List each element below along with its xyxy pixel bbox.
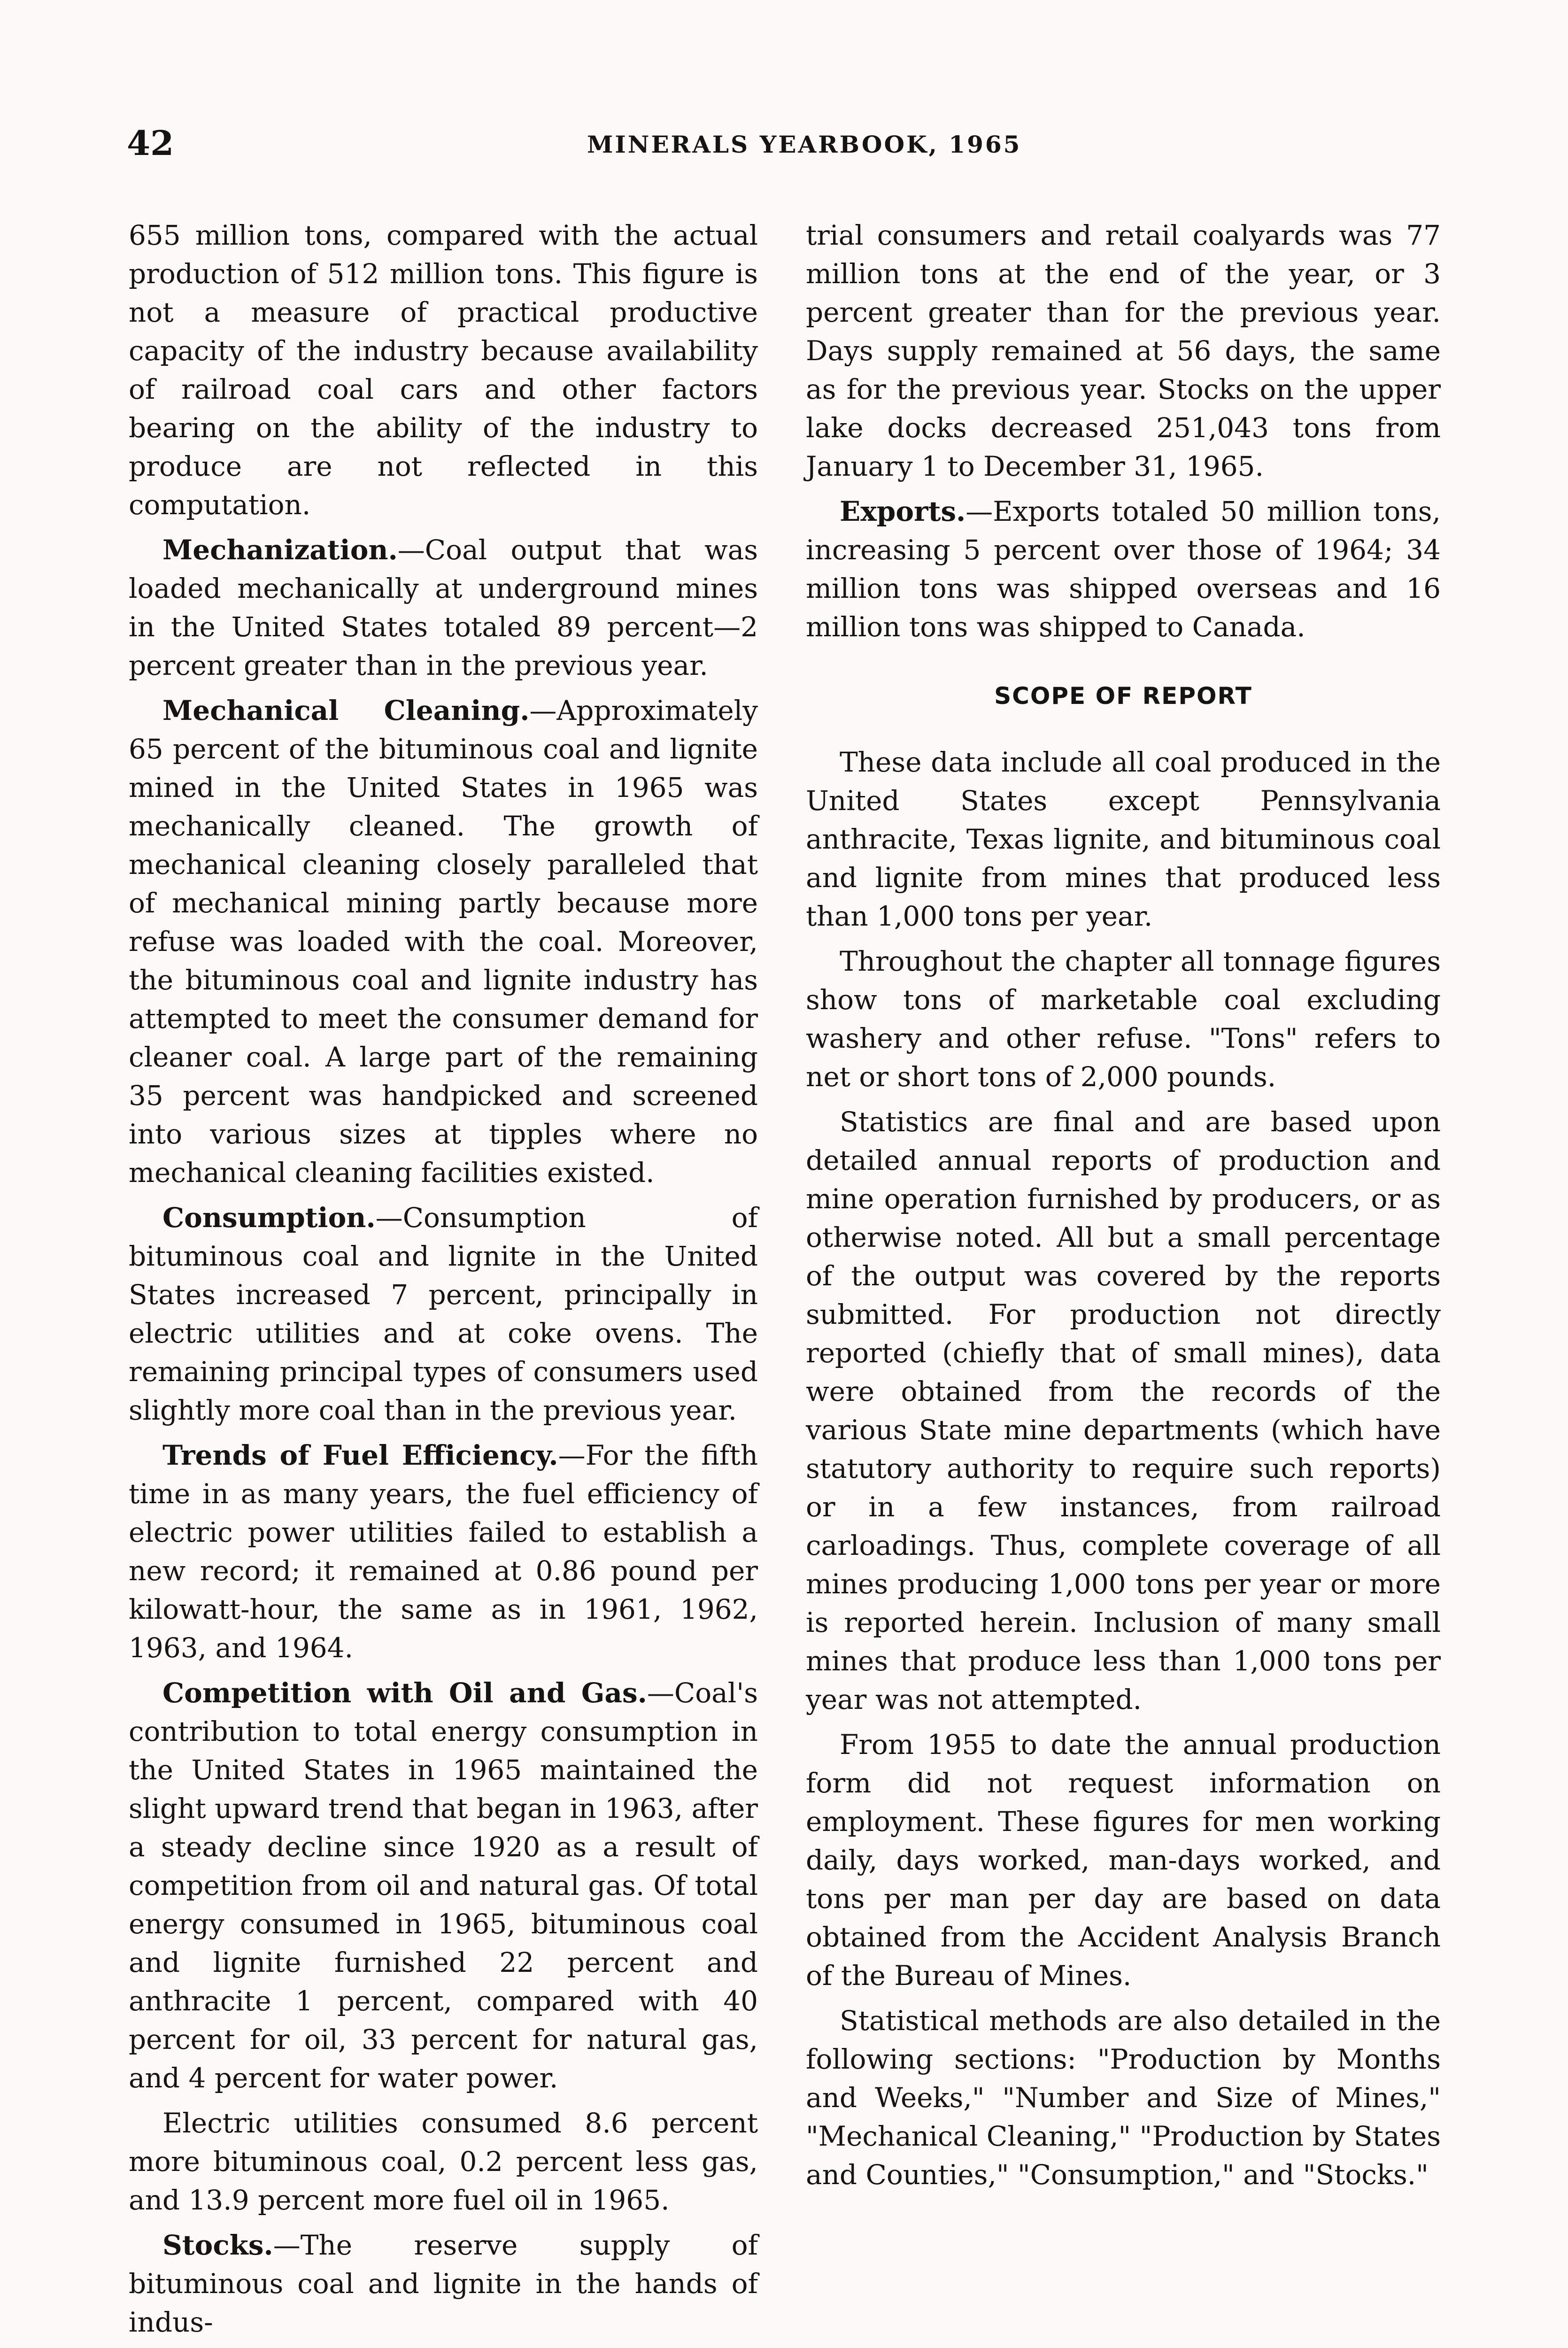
paragraph-text: —Consumption of bituminous coal and lignite in the United States increased 7 percent, principally in electric utilities and at coke ovens. The remaining principal types of consumers used slightly more coal than in the previous year. [129,1202,758,1426]
run-in-heading: Exports. [840,495,966,527]
paragraph-text: —Coal's contribution to total energy consumption in the United States in 1965 maintained the slight upward trend that began in 1963, after a steady decline since 1920 as a result of competition from oil and natural gas. Of total energy consumed in 1965, bituminous coal and lignite furnished 22 percent and anthracite 1 percent, compared with 40 percent for oil, 33 percent for natural gas, and 4 percent for water power. [129,1677,758,2094]
section-heading: SCOPE OF REPORT [994,682,1252,710]
paragraph-fuel-efficiency [129,1436,758,1667]
run-in-heading: Mechanization. [162,534,398,566]
paragraph-exports [806,492,1441,646]
paragraph-competition [129,1674,758,2097]
paragraph-electric-utilities: Electric utilities consumed 8.6 percent more bituminous coal, 0.2 percent less gas, and 13.9 percent more fuel oil in 1965. [129,2107,758,2216]
right-column [806,216,1441,2201]
paragraph-mechanization [129,531,758,685]
paragraph-continued: trial consumers and retail coalyards was 77 million tons at the end of the year, or 3 percent greater than for the previous year. Days supply remained at 56 days, the same as for the previous year. Stocks on the upper lake docks decreased 251,043 tons from January 1 to December 31, 1965. [806,219,1441,482]
running-title: MINERALS YEARBOOK, 1965 [587,131,1022,158]
paragraph-scope-1: These data include all coal produced in the United States except Pennsylvania anthracite, Texas lignite, and bituminous coal and lignite from mines that produced less than 1,000 tons per year. [806,746,1441,932]
paragraph-scope-2: Throughout the chapter all tonnage figures show tons of marketable coal excluding washery and other refuse. "Tons" refers to net or short tons of 2,000 pounds. [806,945,1441,1093]
paragraph-text: —Exports totaled 50 million tons, increasing 5 percent over those of 1964; 34 million tons was shipped overseas and 16 million tons was shipped to Canada. [806,495,1441,643]
paragraph-text: —Approximately 65 percent of the bituminous coal and lignite mined in the United States in 1965 was mechanically cleaned. The growth of mechanical cleaning closely paralleled that of mechanical mining partly because more refuse was loaded with the coal. Moreover, the bituminous coal and lignite industry has attempted to meet the consumer demand for cleaner coal. A large part of the remaining 35 percent was handpicked and screened into various sizes at tipples where no mechanical cleaning facilities existed. [129,695,758,1189]
run-in-heading: Trends of Fuel Efficiency. [162,1439,558,1471]
paragraph-consumption [129,1198,758,1429]
run-in-heading: Mechanical Cleaning. [162,695,530,726]
paragraph-text: —Coal output that was loaded mechanically at underground mines in the United States totaled 89 percent—2 percent greater than in the previous year. [129,534,758,681]
page-number: 42 [127,123,174,163]
paragraph-continued: 655 million tons, compared with the actual production of 512 million tons. This figure is not a measure of practical productive capacity of the industry because availability of railroad coal cars and other factors bearing on the ability of the industry to produce are not reflected in this computation. [129,219,758,521]
run-in-heading: Stocks. [162,2229,273,2261]
paragraph-scope-3: Statistics are final and are based upon detailed annual reports of production and mine operation furnished by producers, or as otherwise noted. All but a small percentage of the output was covered by the reports submitted. For production not directly reported (chiefly that of small mines), data were obtained from the records of the various State mine departments (which have statutory authority to require such reports) or in a few instances, from railroad carloadings. Thus, complete coverage of all mines producing 1,000 tons per year or more is reported herein. Inclusion of many small mines that produce less than 1,000 tons per year was not attempted. [806,1106,1441,1715]
paragraph-text: —The reserve supply of bituminous coal and lignite in the hands of indus- [129,2229,758,2338]
paragraph-scope-4: From 1955 to date the annual production form did not request information on employment. These figures for men working daily, days worked, man-days worked, and tons per man per day are based on data obtained from the Accident Analysis Branch of the Bureau of Mines. [806,1729,1441,1992]
run-in-heading: Competition with Oil and Gas. [162,1677,647,1709]
paragraph-stocks [129,2226,758,2341]
run-in-heading: Consumption. [162,1202,376,1234]
paragraph-text: —For the fifth time in as many years, the fuel efficiency of electric power utilities failed to establish a new record; it remained at 0.86 pound per kilowatt-hour, the same as in 1961, 1962, 1963, and 1964. [129,1439,758,1664]
left-column [129,216,758,2348]
paragraph-mechanical-cleaning [129,691,758,1192]
paragraph-scope-5: Statistical methods are also detailed in the following sections: "Production by Months and Weeks," "Number and Size of Mines," "Mechanical Cleaning," "Production by States and Counties," "Consumption," and "Stocks." [806,2005,1441,2191]
